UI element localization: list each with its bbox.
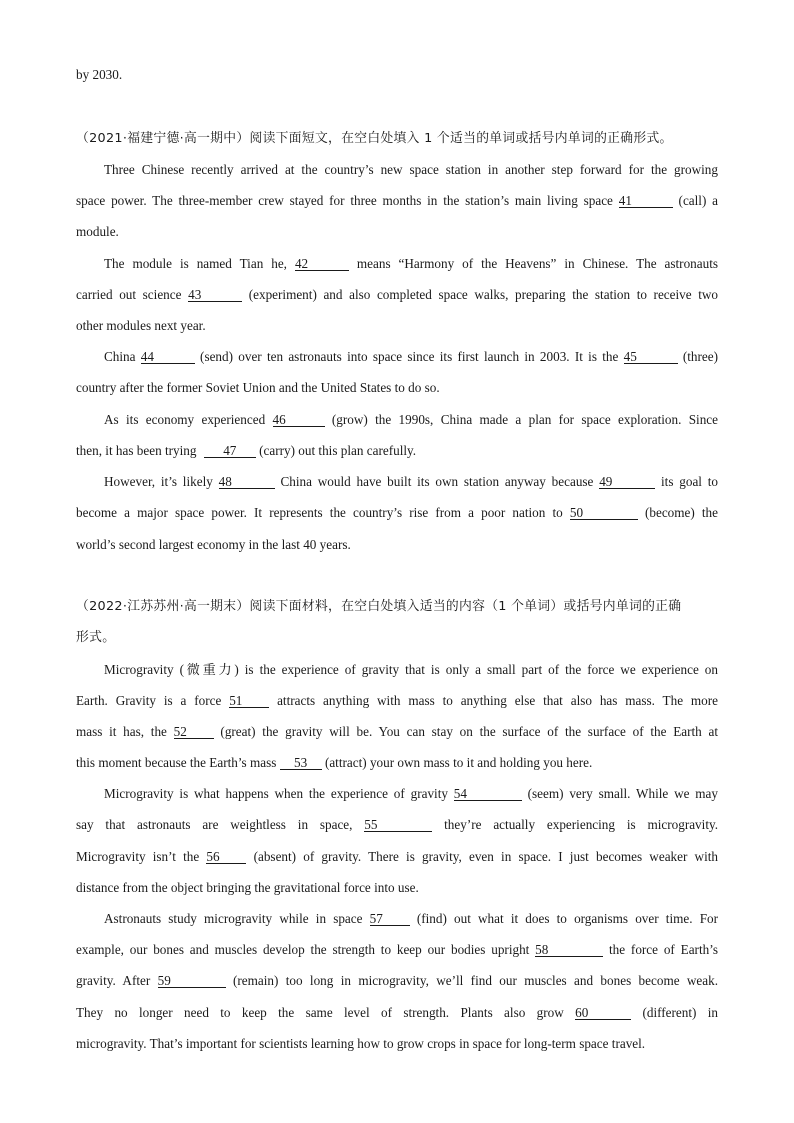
blank-50[interactable]: 50 bbox=[570, 506, 638, 520]
paragraph-line: this moment because the Earth’s mass 53 (attract) your own mass to it and holding you here. bbox=[76, 755, 593, 770]
paragraph-line: distance from the object bringing the gravitational force into use. bbox=[76, 880, 419, 895]
paragraph-line: The module is named Tian he, 42 means “Harmony of the Heavens” in Chinese. The astronauts bbox=[104, 256, 718, 271]
paragraph-line: Three Chinese recently arrived at the country’s new space station in another step forward for the growing bbox=[104, 162, 718, 177]
blank-58[interactable]: 58 bbox=[535, 943, 603, 957]
paragraph-line: space power. The three-member crew stayed for three months in the station’s main living space 41 (call) a bbox=[76, 193, 719, 208]
blank-52[interactable]: 52 bbox=[174, 725, 214, 739]
blank-55[interactable]: 55 bbox=[364, 818, 432, 832]
blank-49[interactable]: 49 bbox=[599, 475, 655, 489]
paragraph-line: become a major space power. It represents the country’s rise from a poor nation to 50 (become) the bbox=[76, 505, 719, 520]
paragraph-line: carried out science 43 (experiment) and also completed space walks, preparing the station to receive two bbox=[76, 287, 719, 302]
blank-45[interactable]: 45 bbox=[624, 350, 678, 364]
paragraph-line: They no longer need to keep the same level of strength. Plants also grow 60 (different) in bbox=[76, 1005, 719, 1020]
blank-46[interactable]: 46 bbox=[273, 413, 325, 427]
section2-header-cont: 形式。 bbox=[76, 630, 116, 645]
top-fragment: by 2030. bbox=[76, 67, 123, 82]
paragraph-line: country after the former Soviet Union and the United States to do so. bbox=[76, 380, 440, 395]
blank-48[interactable]: 48 bbox=[219, 475, 275, 489]
blank-59[interactable]: 59 bbox=[158, 974, 226, 988]
blank-42[interactable]: 42 bbox=[295, 257, 349, 271]
paragraph-line: Microgravity isn’t the 56 (absent) of gravity. There is gravity, even in space. I just becomes weaker with bbox=[76, 849, 718, 864]
paragraph-line: China 44 (send) over ten astronauts into space since its first launch in 2003. It is the 45 (three) bbox=[104, 349, 719, 364]
paragraph-line: module. bbox=[76, 224, 119, 239]
paragraph-line: example, our bones and muscles develop the strength to keep our bodies upright 58 the force of Earth’s bbox=[76, 942, 719, 957]
blank-43[interactable]: 43 bbox=[188, 288, 242, 302]
section2-header: （2022·江苏苏州·高一期末）阅读下面材料，在空白处填入适当的内容（1 个单词）或括号内单词的正确 bbox=[76, 599, 682, 614]
paragraph-line: As its economy experienced 46 (grow) the 1990s, China made a plan for space exploration. Since bbox=[104, 412, 719, 427]
paragraph-line: Microgravity (微重力) is the experience of gravity that is only a small part of the force we experience on bbox=[104, 662, 718, 677]
blank-41[interactable]: 41 bbox=[619, 194, 673, 208]
paragraph-line: world’s second largest economy in the last 40 years. bbox=[76, 537, 351, 552]
paragraph-line: However, it’s likely 48 China would have built its own station anyway because 49 its goal to bbox=[104, 474, 719, 489]
blank-57[interactable]: 57 bbox=[370, 912, 410, 926]
blank-60[interactable]: 60 bbox=[575, 1006, 631, 1020]
blank-53[interactable]: 53 bbox=[280, 756, 322, 770]
paragraph-line: Astronauts study microgravity while in space 57 (find) out what it does to organisms over time. For bbox=[104, 911, 719, 926]
paragraph-line: gravity. After 59 (remain) too long in microgravity, we’ll find our muscles and bones become weak. bbox=[76, 973, 719, 988]
blank-47[interactable]: 47 bbox=[204, 444, 256, 458]
paragraph-line: microgravity. That’s important for scientists learning how to grow crops in space for long-term space travel. bbox=[76, 1036, 646, 1051]
paragraph-line: other modules next year. bbox=[76, 318, 206, 333]
paragraph-line: mass it has, the 52 (great) the gravity will be. You can stay on the surface of the surface of the Earth at bbox=[76, 724, 719, 739]
blank-51[interactable]: 51 bbox=[229, 694, 269, 708]
section1-header: （2021·福建宁德·高一期中）阅读下面短文，在空白处填入 1 个适当的单词或括号内单词的正确形式。 bbox=[76, 131, 673, 146]
paragraph-line: Earth. Gravity is a force 51 attracts anything with mass to anything else that also has mass. The more bbox=[76, 693, 719, 708]
blank-56[interactable]: 56 bbox=[206, 850, 246, 864]
paragraph-line: say that astronauts are weightless in space, 55 they’re actually experiencing is microgravity. bbox=[76, 817, 719, 832]
paragraph-line: Microgravity is what happens when the experience of gravity 54 (seem) very small. While we may bbox=[104, 786, 719, 801]
blank-54[interactable]: 54 bbox=[454, 787, 522, 801]
paragraph-line: then, it has been trying 47 (carry) out this plan carefully. bbox=[76, 443, 417, 458]
blank-44[interactable]: 44 bbox=[141, 350, 195, 364]
